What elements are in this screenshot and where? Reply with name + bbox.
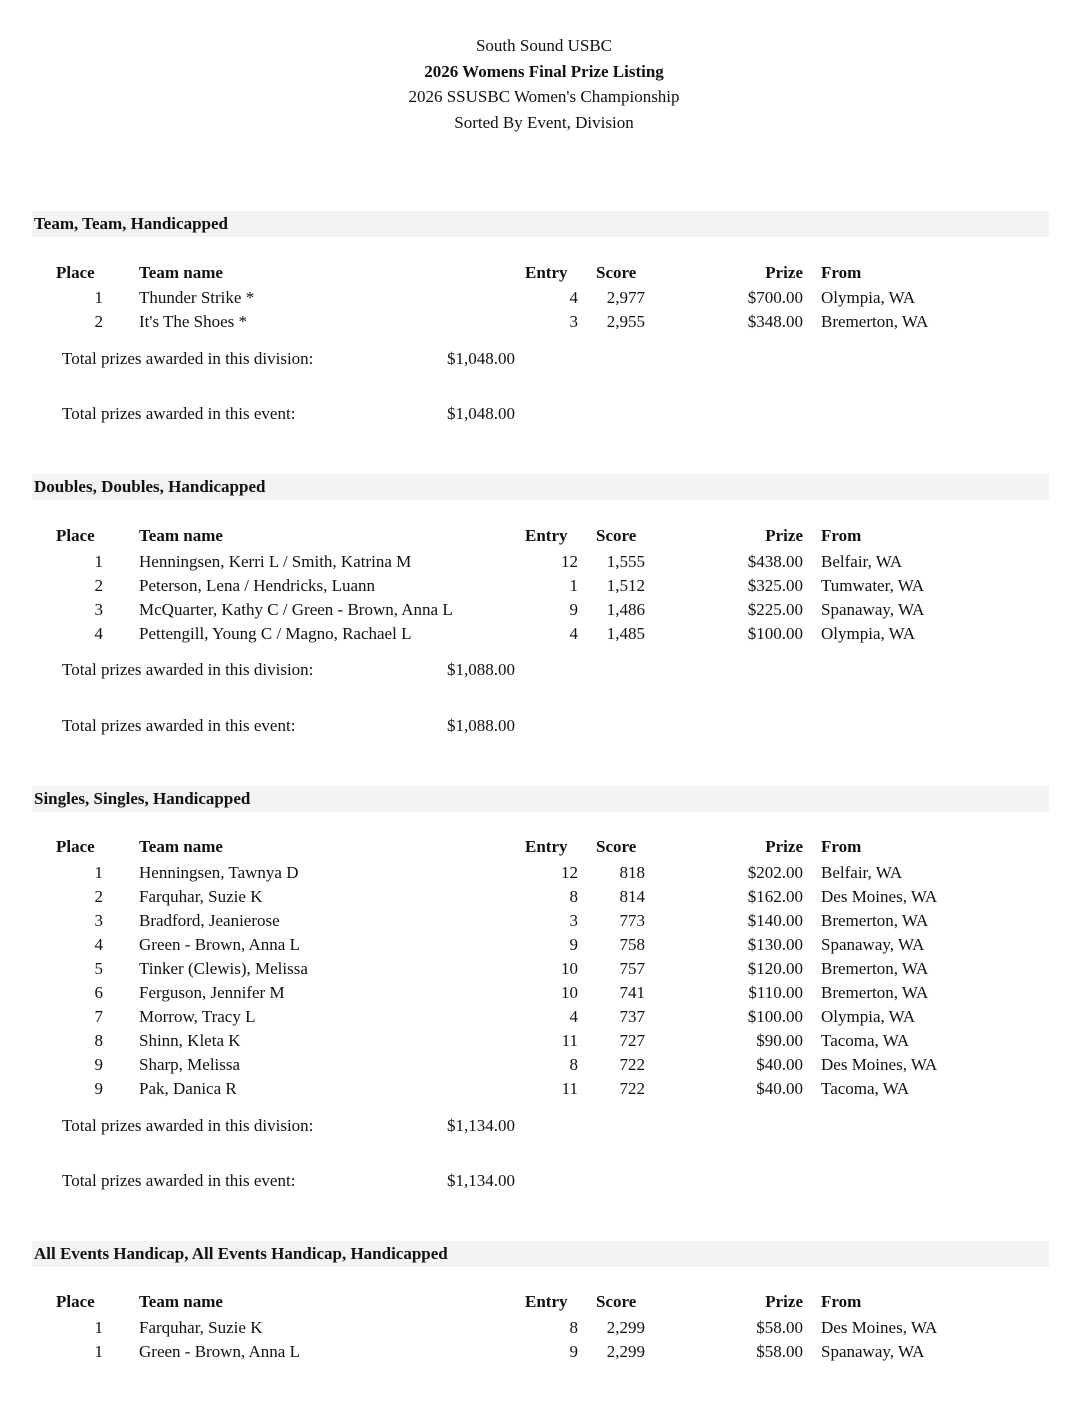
- prize-cell: $110.00: [748, 983, 803, 1002]
- entry-cell: 3: [569, 312, 578, 331]
- col-header-prize: Prize: [765, 263, 803, 282]
- from-cell: Belfair, WA: [821, 552, 903, 571]
- place-cell: 1: [94, 552, 103, 571]
- team-name-cell: Henningsen, Kerri L / Smith, Katrina M: [139, 552, 412, 571]
- col-header-from: From: [821, 837, 862, 856]
- org-name: South Sound USBC: [475, 36, 613, 55]
- team-name-cell: McQuarter, Kathy C / Green - Brown, Anna L: [139, 600, 453, 619]
- col-header-from: From: [821, 526, 862, 545]
- prize-cell: $225.00: [747, 600, 803, 619]
- table-row: [0, 885, 1088, 909]
- entry-cell: 10: [561, 959, 578, 978]
- division-total-amount: $1,134.00: [447, 1116, 515, 1135]
- event-total-row: [0, 1169, 1088, 1193]
- score-cell: 1,555: [606, 552, 645, 571]
- entry-cell: 3: [569, 911, 578, 930]
- prize-cell: $100.00: [747, 624, 803, 643]
- score-cell: 814: [619, 887, 645, 906]
- table-row: [0, 310, 1088, 334]
- division-total-amount: $1,088.00: [447, 660, 515, 679]
- score-cell: 773: [619, 911, 645, 930]
- report-title: 2026 Womens Final Prize Listing: [424, 61, 664, 81]
- prize-cell: $325.00: [747, 576, 803, 595]
- col-header-entry: Entry: [525, 1292, 568, 1311]
- place-cell: 4: [94, 935, 103, 954]
- score-cell: 2,299: [606, 1318, 645, 1337]
- from-cell: Olympia, WA: [821, 624, 916, 643]
- prize-cell: $120.00: [747, 959, 803, 978]
- table-row: [0, 1316, 1088, 1340]
- team-name-cell: Bradford, Jeanierose: [139, 911, 280, 930]
- place-cell: 1: [94, 863, 103, 882]
- tournament-name: 2026 SSUSBC Women's Championship: [408, 87, 680, 106]
- prize-cell: $202.00: [747, 863, 803, 882]
- from-cell: Spanaway, WA: [821, 935, 925, 954]
- entry-cell: 11: [561, 1031, 578, 1050]
- prize-cell: $58.00: [756, 1342, 803, 1361]
- score-cell: 722: [619, 1055, 645, 1074]
- place-cell: 4: [94, 624, 103, 643]
- event-total-amount: $1,088.00: [447, 716, 515, 735]
- from-cell: Bremerton, WA: [821, 959, 929, 978]
- table-row: [0, 933, 1088, 957]
- entry-cell: 8: [569, 1055, 578, 1074]
- place-cell: 5: [94, 959, 103, 978]
- column-header-row: [0, 524, 1088, 548]
- score-cell: 737: [619, 1007, 645, 1026]
- table-row: [0, 598, 1088, 622]
- col-header-place: Place: [56, 263, 95, 282]
- col-header-team-name: Team name: [139, 263, 223, 282]
- prize-cell: $700.00: [747, 288, 803, 307]
- report-header: [0, 33, 1088, 135]
- col-header-team-name: Team name: [139, 526, 223, 545]
- entry-cell: 10: [561, 983, 578, 1002]
- table-row: [0, 981, 1088, 1005]
- division-total-row: [0, 658, 1088, 682]
- score-cell: 722: [619, 1079, 645, 1098]
- column-header-row: [0, 1290, 1088, 1314]
- event-total-label: Total prizes awarded in this event:: [62, 1171, 296, 1190]
- table-row: [0, 957, 1088, 981]
- entry-cell: 4: [569, 624, 578, 643]
- team-name-cell: It's The Shoes *: [139, 312, 248, 331]
- column-header-row: [0, 835, 1088, 859]
- column-header-row: [0, 261, 1088, 285]
- table-row: [0, 909, 1088, 933]
- event-total-amount: $1,134.00: [447, 1171, 515, 1190]
- col-header-score: Score: [596, 837, 637, 856]
- col-header-from: From: [821, 263, 862, 282]
- team-name-cell: Peterson, Lena / Hendricks, Luann: [139, 576, 376, 595]
- prize-cell: $40.00: [756, 1079, 803, 1098]
- team-name-cell: Thunder Strike *: [139, 288, 255, 307]
- prize-cell: $58.00: [756, 1318, 803, 1337]
- entry-cell: 11: [561, 1079, 578, 1098]
- prize-cell: $40.00: [756, 1055, 803, 1074]
- entry-cell: 8: [569, 1318, 578, 1337]
- table-row: [0, 1077, 1088, 1101]
- team-name-cell: Pak, Danica R: [139, 1079, 237, 1098]
- prize-cell: $140.00: [747, 911, 803, 930]
- place-cell: 1: [94, 288, 103, 307]
- prize-cell: $100.00: [747, 1007, 803, 1026]
- score-cell: 2,977: [606, 288, 645, 307]
- event-heading: Doubles, Doubles, Handicapped: [32, 474, 1049, 500]
- from-cell: Olympia, WA: [821, 288, 916, 307]
- from-cell: Belfair, WA: [821, 863, 903, 882]
- from-cell: Bremerton, WA: [821, 983, 929, 1002]
- col-header-prize: Prize: [765, 1292, 803, 1311]
- from-cell: Tumwater, WA: [821, 576, 925, 595]
- team-name-cell: Shinn, Kleta K: [139, 1031, 241, 1050]
- entry-cell: 12: [561, 863, 578, 882]
- col-header-prize: Prize: [765, 526, 803, 545]
- team-name-cell: Green - Brown, Anna L: [139, 935, 300, 954]
- score-cell: 741: [619, 983, 645, 1002]
- col-header-entry: Entry: [525, 526, 568, 545]
- entry-cell: 9: [569, 1342, 578, 1361]
- col-header-entry: Entry: [525, 837, 568, 856]
- col-header-entry: Entry: [525, 263, 568, 282]
- place-cell: 7: [94, 1007, 103, 1026]
- from-cell: Des Moines, WA: [821, 887, 938, 906]
- score-cell: 2,299: [606, 1342, 645, 1361]
- team-name-cell: Henningsen, Tawnya D: [139, 863, 299, 882]
- prize-cell: $162.00: [747, 887, 803, 906]
- score-cell: 1,512: [606, 576, 645, 595]
- from-cell: Tacoma, WA: [821, 1079, 910, 1098]
- event-total-row: [0, 714, 1088, 738]
- entry-cell: 4: [569, 288, 578, 307]
- team-name-cell: Farquhar, Suzie K: [139, 887, 263, 906]
- event-heading: Team, Team, Handicapped: [32, 211, 1049, 237]
- col-header-team-name: Team name: [139, 1292, 223, 1311]
- col-header-place: Place: [56, 837, 95, 856]
- team-name-cell: Pettengill, Young C / Magno, Rachael L: [139, 624, 412, 643]
- team-name-cell: Farquhar, Suzie K: [139, 1318, 263, 1337]
- table-row: [0, 622, 1088, 646]
- event-total-label: Total prizes awarded in this event:: [62, 716, 296, 735]
- col-header-place: Place: [56, 1292, 95, 1311]
- from-cell: Des Moines, WA: [821, 1055, 938, 1074]
- table-row: [0, 1005, 1088, 1029]
- event-total-row: [0, 402, 1088, 426]
- score-cell: 2,955: [606, 312, 645, 331]
- place-cell: 2: [94, 576, 103, 595]
- division-total-row: [0, 1114, 1088, 1138]
- place-cell: 1: [94, 1318, 103, 1337]
- col-header-place: Place: [56, 526, 95, 545]
- team-name-cell: Green - Brown, Anna L: [139, 1342, 300, 1361]
- entry-cell: 8: [569, 887, 578, 906]
- table-row: [0, 1029, 1088, 1053]
- score-cell: 758: [619, 935, 645, 954]
- score-cell: 818: [619, 863, 645, 882]
- entry-cell: 9: [569, 600, 578, 619]
- place-cell: 3: [94, 911, 103, 930]
- division-total-label: Total prizes awarded in this division:: [62, 1116, 314, 1135]
- prize-cell: $438.00: [747, 552, 803, 571]
- table-row: [0, 861, 1088, 885]
- col-header-team-name: Team name: [139, 837, 223, 856]
- entry-cell: 9: [569, 935, 578, 954]
- place-cell: 6: [94, 983, 103, 1002]
- place-cell: 8: [94, 1031, 103, 1050]
- prize-cell: $348.00: [747, 312, 803, 331]
- score-cell: 1,486: [606, 600, 645, 619]
- col-header-score: Score: [596, 526, 637, 545]
- event-total-label: Total prizes awarded in this event:: [62, 404, 296, 423]
- prize-cell: $130.00: [747, 935, 803, 954]
- sort-description: Sorted By Event, Division: [454, 112, 634, 132]
- from-cell: Tacoma, WA: [821, 1031, 910, 1050]
- from-cell: Bremerton, WA: [821, 911, 929, 930]
- division-total-amount: $1,048.00: [447, 349, 515, 368]
- score-cell: 757: [619, 959, 645, 978]
- division-total-row: [0, 347, 1088, 371]
- prize-cell: $90.00: [756, 1031, 803, 1050]
- entry-cell: 4: [569, 1007, 578, 1026]
- place-cell: 2: [94, 312, 103, 331]
- place-cell: 9: [94, 1055, 103, 1074]
- place-cell: 2: [94, 887, 103, 906]
- from-cell: Olympia, WA: [821, 1007, 916, 1026]
- event-heading: Singles, Singles, Handicapped: [32, 786, 1049, 812]
- place-cell: 3: [94, 600, 103, 619]
- place-cell: 1: [94, 1342, 103, 1361]
- division-total-label: Total prizes awarded in this division:: [62, 660, 314, 679]
- from-cell: Bremerton, WA: [821, 312, 929, 331]
- entry-cell: 12: [561, 552, 578, 571]
- from-cell: Des Moines, WA: [821, 1318, 938, 1337]
- event-heading: All Events Handicap, All Events Handicap, Handicapped: [32, 1241, 1049, 1267]
- col-header-score: Score: [596, 263, 637, 282]
- table-row: [0, 1053, 1088, 1077]
- entry-cell: 1: [569, 576, 578, 595]
- table-row: [0, 1340, 1088, 1364]
- score-cell: 1,485: [606, 624, 645, 643]
- col-header-prize: Prize: [765, 837, 803, 856]
- team-name-cell: Ferguson, Jennifer M: [139, 983, 285, 1002]
- from-cell: Spanaway, WA: [821, 600, 925, 619]
- team-name-cell: Sharp, Melissa: [139, 1055, 241, 1074]
- col-header-score: Score: [596, 1292, 637, 1311]
- table-row: [0, 574, 1088, 598]
- table-row: [0, 550, 1088, 574]
- table-row: [0, 286, 1088, 310]
- place-cell: 9: [94, 1079, 103, 1098]
- division-total-label: Total prizes awarded in this division:: [62, 349, 314, 368]
- score-cell: 727: [619, 1031, 645, 1050]
- from-cell: Spanaway, WA: [821, 1342, 925, 1361]
- team-name-cell: Morrow, Tracy L: [139, 1007, 256, 1026]
- col-header-from: From: [821, 1292, 862, 1311]
- team-name-cell: Tinker (Clewis), Melissa: [139, 959, 308, 978]
- event-total-amount: $1,048.00: [447, 404, 515, 423]
